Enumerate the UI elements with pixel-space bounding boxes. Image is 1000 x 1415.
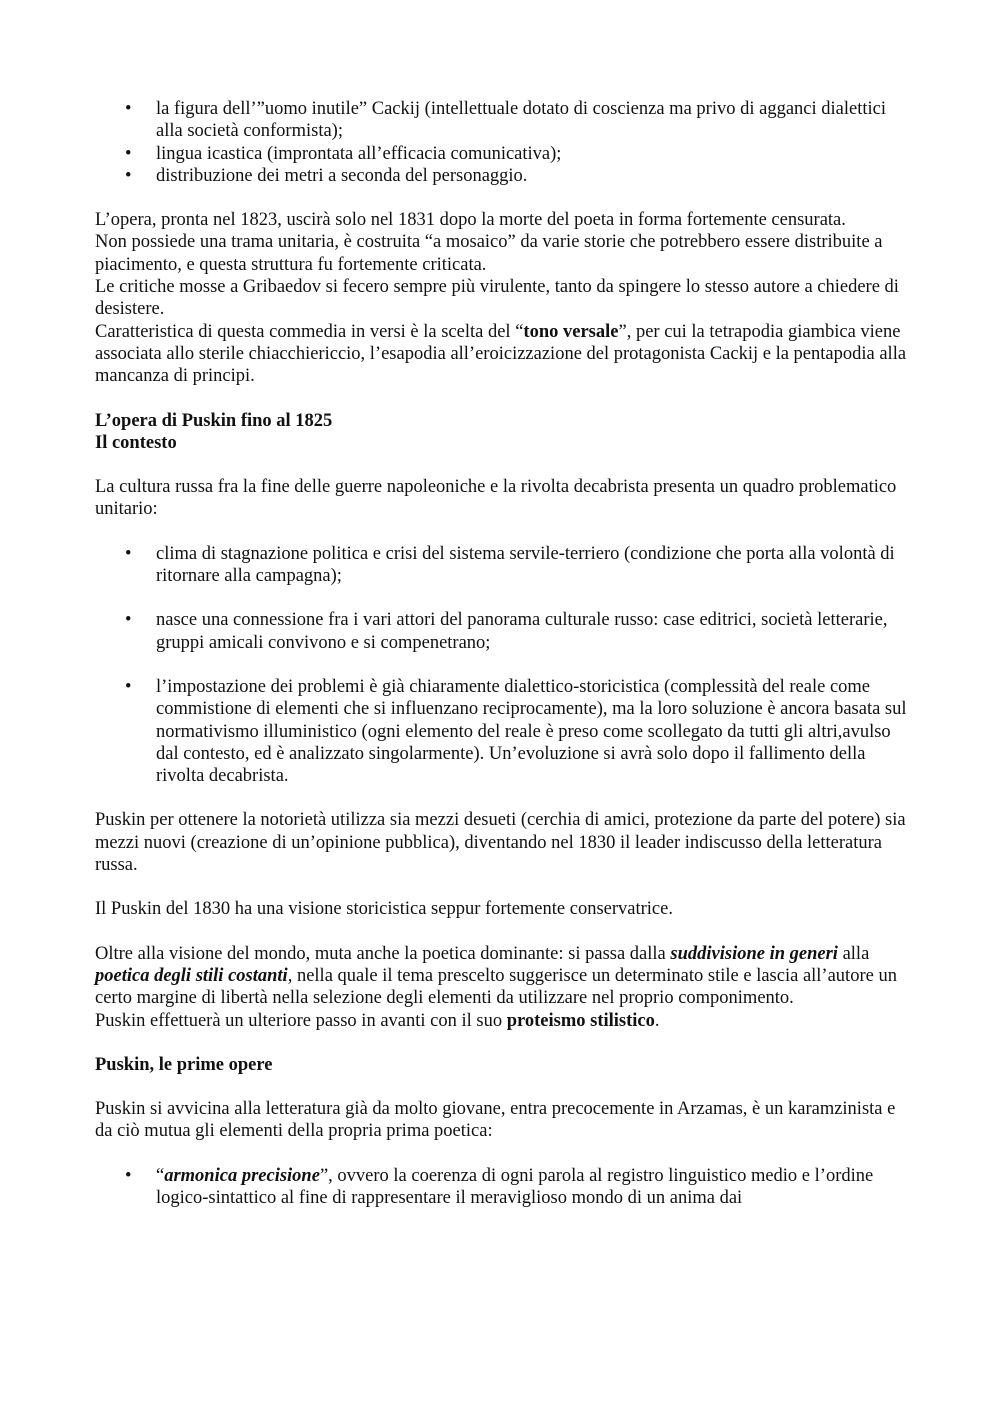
paragraph: Le critiche mosse a Gribaedov si fecero sempre più virulente, tanto da spingere lo stesso autore a chiedere di desistere. [95,277,899,320]
list-item: • “armonica precisione”, ovvero la coerenza di ogni parola al registro linguistico medio e l’ordine logico-sintattico al fine di rappresentare il meraviglioso mondo di un anima dai [95,1165,915,1210]
paragraph: La cultura russa fra la fine delle guerre napoleoniche e la rivolta decabrista presenta un quadro problematico unitario: [95,477,897,520]
bold-italic-term: poetica degli stili costanti [95,965,288,986]
paragraph: Puskin si avvicina alla letteratura già da molto giovane, entra precocemente in Arzamas, è un karamzinista e da ciò mutua gli elementi della propria prima poetica: [95,1099,896,1142]
bold-italic-term: armonica precisione [164,1165,320,1186]
list-item: • nasce una connessione fra i vari attori del panorama culturale russo: case editrici, società letterarie, gruppi amicali convivono e si compenetrano; [95,609,915,654]
bold-term: tono versale [523,321,619,342]
poetics-list [95,1165,915,1210]
section-heading: L’opera di Puskin fino al 1825 [95,410,333,431]
paragraph: Oltre alla visione del mondo, muta anche la poetica dominante: si passa dalla suddivisione in generi alla poetica degli stili costanti, nella quale il tema prescelto suggerisce un determinato stile e lascia all’autore un certo margine di libertà nella selezione degli elementi da utilizzare nel proprio componimento. [95,943,897,1009]
list-item: • l’impostazione dei problemi è già chiaramente dialettico-storicistica (complessità del reale come commistione di elementi che si influenzano reciprocamente), ma la loro soluzione è ancora basata sul normativismo illuministico (ogni elemento del reale è preso come scollegato da tutti gli altri,avulso dal contesto, ed è analizzato singolarmente). Un’evoluzione si avrà solo dopo il fallimento della rivolta decabrista. [95,676,915,787]
paragraph: Puskin per ottenere la notorietà utilizza sia mezzi desueti (cerchia di amici, protezione da parte del potere) sia mezzi nuovi (creazione di un’opinione pubblica), diventando nel 1830 il leader indiscusso della letteratura russa. [95,810,906,876]
section-heading: Puskin, le prime opere [95,1054,273,1075]
paragraph: Puskin effettuerà un ulteriore passo in avanti con il suo proteismo stilistico. [95,1010,660,1031]
subsection-heading: Il contesto [95,432,177,453]
list-item: • distribuzione dei metri a seconda del personaggio. [95,165,915,187]
bold-italic-term: suddivisione in generi [670,943,838,964]
paragraph: Il Puskin del 1830 ha una visione storicistica seppur fortemente conservatrice. [95,899,673,920]
features-list [95,98,915,187]
document-page [95,98,915,1209]
context-list [95,543,915,788]
paragraph: L’opera, pronta nel 1823, uscirà solo nel 1831 dopo la morte del poeta in forma fortemente censurata. [95,210,846,231]
list-item: • la figura dell’”uomo inutile” Cackij (intellettuale dotato di coscienza ma privo di agganci dialettici alla società conformista); [95,98,915,143]
list-item: • clima di stagnazione politica e crisi del sistema servile-terriero (condizione che porta alla volontà di ritornare alla campagna); [95,543,915,588]
paragraph: Non possiede una trama unitaria, è costruita “a mosaico” da varie storie che potrebbero essere distribuite a piacimento, e questa struttura fu fortemente criticata. [95,232,883,275]
list-item: • lingua icastica (improntata all’efficacia comunicativa); [95,143,915,165]
bold-term: proteismo stilistico [506,1010,655,1031]
paragraph: Caratteristica di questa commedia in versi è la scelta del “tono versale”, per cui la tetrapodia giambica viene associata allo sterile chiacchiericcio, l’esapodia all’eroicizzazione del protagonista Cackij e la pentapodia alla mancanza di principi. [95,321,907,387]
